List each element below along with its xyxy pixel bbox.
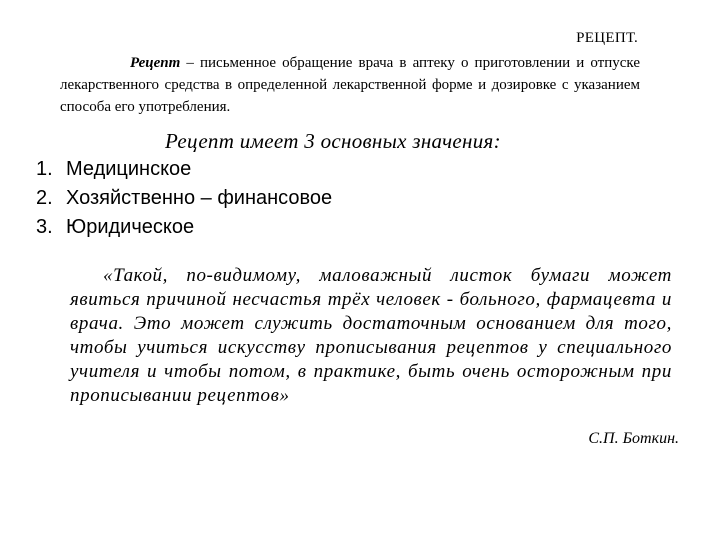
list-item-label: Хозяйственно – финансовое (66, 187, 333, 209)
definition-text: – письменное обращение врача в аптеку о приготовлении и отпуске лекарственного средства в определенной лекарственной форме и дозировке с указанием способа его употребления. (60, 55, 640, 115)
meanings-title: Рецепт имеет 3 основных значения: (165, 129, 501, 153)
document-heading: РЕЦЕПТ. (576, 30, 638, 46)
list-item (36, 213, 332, 242)
list-item-label: Медицинское (66, 158, 192, 180)
list-item (36, 184, 332, 213)
list-item-number: 3. (36, 216, 53, 238)
definition-paragraph (60, 52, 640, 118)
list-item (36, 155, 332, 184)
quote-author: С.П. Боткин. (588, 430, 679, 447)
list-item-number: 1. (36, 158, 53, 180)
list-item-number: 2. (36, 187, 53, 209)
definition-term: Рецепт (130, 55, 181, 71)
list-item-label: Юридическое (66, 216, 195, 238)
quote-text: «Такой, по-видимому, маловажный листок бумаги может явиться причиной несчастья трёх человек - больного, фармацевта и врача. Это может служить достаточным основанием для того, чтобы учиться искусству прописывания рецептов у специального учителя и чтобы потом, в практике, быть очень осторожным при прописывании рецептов» (70, 265, 672, 406)
meanings-list (36, 155, 332, 242)
